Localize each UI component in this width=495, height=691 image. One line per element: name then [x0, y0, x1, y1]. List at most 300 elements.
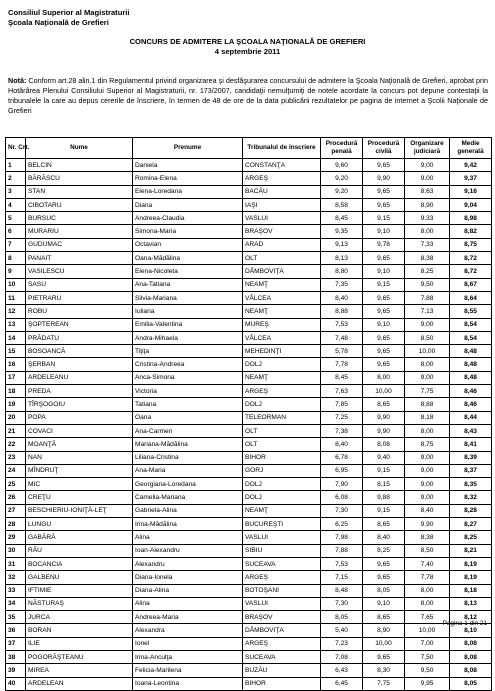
score-organizare: 9,00 [405, 371, 450, 384]
average-score: 8,35 [450, 478, 492, 491]
score-civil: 9,40 [363, 451, 405, 464]
average-score: 8,55 [450, 305, 492, 318]
tribunal: BIHOR [243, 451, 321, 464]
header-organizare-judiciara: Organizare judiciară [405, 138, 450, 159]
row-number: 29 [6, 531, 26, 544]
tribunal: BACĂU [243, 185, 321, 198]
last-name: NĂSTURAŞ [26, 597, 133, 610]
score-organizare: 7,40 [405, 557, 450, 570]
score-civil: 9,65 [363, 291, 405, 304]
table-row [6, 491, 492, 504]
score-civil: 7,75 [363, 677, 405, 690]
average-score: 8,46 [450, 398, 492, 411]
table-row [6, 252, 492, 265]
score-penal: 7,25 [321, 411, 363, 424]
score-organizare: 8,25 [405, 265, 450, 278]
row-number: 40 [6, 677, 26, 690]
table-row [6, 531, 492, 544]
last-name: COVACI [26, 424, 133, 437]
last-name: JURCA [26, 611, 133, 624]
header-nr: Nr. Crt. [6, 138, 26, 159]
table-row [6, 664, 492, 677]
table-row [6, 331, 492, 344]
row-number: 30 [6, 544, 26, 557]
row-number: 25 [6, 478, 26, 491]
first-name: Silvia-Mariana [133, 291, 243, 304]
average-score: 8,48 [450, 358, 492, 371]
last-name: ILIE [26, 637, 133, 650]
tribunal: VASLUI [243, 597, 321, 610]
tribunal: BUZĂU [243, 664, 321, 677]
average-score: 9,37 [450, 172, 492, 185]
row-number: 20 [6, 411, 26, 424]
last-name: IFTIMIE [26, 584, 133, 597]
last-name: MIC [26, 478, 133, 491]
tribunal: DOLJ [243, 491, 321, 504]
score-organizare: 8,38 [405, 252, 450, 265]
page-number: Pagina 1 din 21 [442, 620, 487, 627]
table-row [6, 611, 492, 624]
table-row [6, 584, 492, 597]
score-penal: 7,78 [321, 358, 363, 371]
first-name: Alina [133, 597, 243, 610]
row-number: 10 [6, 278, 26, 291]
score-civil: 10,00 [363, 385, 405, 398]
score-penal: 7,35 [321, 278, 363, 291]
score-organizare: 8,38 [405, 531, 450, 544]
average-score: 8,39 [450, 451, 492, 464]
score-organizare: 7,33 [405, 238, 450, 251]
row-number: 31 [6, 557, 26, 570]
score-organizare: 8,90 [405, 198, 450, 211]
average-score: 8,18 [450, 584, 492, 597]
first-name: Ioana-Leontina [133, 677, 243, 690]
average-score: 8,08 [450, 637, 492, 650]
average-score: 9,04 [450, 198, 492, 211]
row-number: 3 [6, 185, 26, 198]
tribunal: ARGEŞ [243, 385, 321, 398]
tribunal: IAŞI [243, 198, 321, 211]
score-penal: 9,13 [321, 238, 363, 251]
average-score: 8,41 [450, 438, 492, 451]
table-row [6, 172, 492, 185]
row-number: 24 [6, 464, 26, 477]
table-row [6, 637, 492, 650]
first-name: Ioan-Alexandru [133, 544, 243, 557]
score-penal: 7,98 [321, 531, 363, 544]
score-civil: 9,15 [363, 278, 405, 291]
score-penal: 7,30 [321, 597, 363, 610]
average-score: 8,46 [450, 385, 492, 398]
tribunal: BIHOR [243, 677, 321, 690]
score-civil: 8,15 [363, 478, 405, 491]
average-score: 8,98 [450, 212, 492, 225]
first-name: Simona-Maria [133, 225, 243, 238]
score-organizare: 9,00 [405, 464, 450, 477]
average-score: 8,05 [450, 677, 492, 690]
last-name: ROBU [26, 305, 133, 318]
tribunal: BRAŞOV [243, 225, 321, 238]
first-name: Alexandru [133, 557, 243, 570]
score-organizare: 9,50 [405, 664, 450, 677]
table-row [6, 424, 492, 437]
last-name: TÎRŞOGOIU [26, 398, 133, 411]
average-score: 8,13 [450, 597, 492, 610]
average-score: 8,21 [450, 544, 492, 557]
score-civil: 9,15 [363, 464, 405, 477]
table-row [6, 159, 492, 172]
average-score: 8,43 [450, 424, 492, 437]
tribunal: SIBIU [243, 544, 321, 557]
score-penal: 6,95 [321, 464, 363, 477]
last-name: BESCHIERIU-IONIŢĂ-LEŢ [26, 504, 133, 517]
score-civil: 8,08 [363, 438, 405, 451]
table-row [6, 650, 492, 663]
score-civil: 9,15 [363, 504, 405, 517]
row-number: 26 [6, 491, 26, 504]
table-row [6, 544, 492, 557]
last-name: GALBENU [26, 571, 133, 584]
table-row [6, 464, 492, 477]
first-name: Georgiana-Loredana [133, 478, 243, 491]
score-civil: 9,88 [363, 491, 405, 504]
score-civil: 9,65 [363, 305, 405, 318]
score-penal: 7,48 [321, 331, 363, 344]
score-penal: 6,45 [321, 677, 363, 690]
first-name: Elena-Nicoleta [133, 265, 243, 278]
first-name: Felicia-Marilena [133, 664, 243, 677]
score-civil: 8,65 [363, 398, 405, 411]
table-row [6, 557, 492, 570]
tribunal: SUCEAVA [243, 557, 321, 570]
row-number: 4 [6, 198, 26, 211]
score-civil: 9,78 [363, 238, 405, 251]
last-name: RĂU [26, 544, 133, 557]
tribunal: BRAŞOV [243, 611, 321, 624]
first-name: Tiţiţa [133, 345, 243, 358]
table-row [6, 571, 492, 584]
last-name: BĂRĂSCU [26, 172, 133, 185]
score-civil: 8,00 [363, 371, 405, 384]
score-civil: 9,65 [363, 159, 405, 172]
score-organizare: 9,00 [405, 478, 450, 491]
score-civil: 9,65 [363, 557, 405, 570]
score-organizare: 10,00 [405, 345, 450, 358]
score-penal: 6,25 [321, 518, 363, 531]
note-text: Conform art.28 alin.1 din Regulamentul privind organizarea şi desfăşurarea concursului de admitere la Şcoala Naţională de Grefieri, aprobat prin Hotărârea Plenului Consiliului Superior al Magistraturii, nr. 173/2007, candidaţii nemulţumiţi de notele acordate la concurs pot depune contestaţii la tribunalele la care au depus cererile de înscriere, în termen de 48 de ore de la data publicării rezultatelor pe pagina de internet a Şcolii Naţionale de Grefieri [8, 76, 489, 115]
header-procedura-penala: Procedură penală [321, 138, 363, 159]
table-row [6, 597, 492, 610]
average-score: 8,48 [450, 371, 492, 384]
first-name: Oana [133, 411, 243, 424]
tribunal: DOLJ [243, 358, 321, 371]
score-civil: 9,65 [363, 571, 405, 584]
first-name: Irina-Mădălina [133, 518, 243, 531]
row-number: 33 [6, 584, 26, 597]
institution-name: Consiliul Superior al Magistraturii [8, 8, 130, 17]
average-score: 8,08 [450, 650, 492, 663]
last-name: BOSOANCĂ [26, 345, 133, 358]
row-number: 1 [6, 159, 26, 172]
tribunal: MEHEDINŢI [243, 345, 321, 358]
table-row [6, 185, 492, 198]
last-name: BOCANCIA [26, 557, 133, 570]
row-number: 22 [6, 438, 26, 451]
document-title: CONCURS DE ADMITERE LA ŞCOALA NAŢIONALĂ DE GREFIERI [129, 37, 366, 46]
score-civil: 9,90 [363, 172, 405, 185]
score-civil: 8,30 [363, 664, 405, 677]
table-row [6, 278, 492, 291]
score-penal: 7,08 [321, 650, 363, 663]
tribunal: NEAMŢ [243, 371, 321, 384]
row-number: 19 [6, 398, 26, 411]
tribunal: SUCEAVA [243, 650, 321, 663]
results-table [5, 137, 492, 691]
average-score: 9,16 [450, 185, 492, 198]
tribunal: NEAMŢ [243, 305, 321, 318]
note-paragraph [8, 76, 488, 116]
score-organizare: 9,00 [405, 491, 450, 504]
score-organizare: 9,33 [405, 212, 450, 225]
last-name: BURSUC [26, 212, 133, 225]
last-name: MURARIU [26, 225, 133, 238]
score-penal: 9,20 [321, 172, 363, 185]
row-number: 7 [6, 238, 26, 251]
row-number: 11 [6, 291, 26, 304]
tribunal: VÂLCEA [243, 331, 321, 344]
row-number: 16 [6, 358, 26, 371]
average-score: 8,48 [450, 345, 492, 358]
tribunal: DÂMBOVIŢA [243, 624, 321, 637]
average-score: 8,54 [450, 331, 492, 344]
first-name: Ionel [133, 637, 243, 650]
first-name: Iuliana [133, 305, 243, 318]
score-penal: 8,48 [321, 584, 363, 597]
tribunal: NEAMŢ [243, 504, 321, 517]
score-penal: 7,53 [321, 557, 363, 570]
score-penal: 5,40 [321, 624, 363, 637]
score-organizare: 8,18 [405, 411, 450, 424]
score-organizare: 8,00 [405, 597, 450, 610]
score-penal: 9,60 [321, 159, 363, 172]
score-penal: 8,13 [321, 252, 363, 265]
score-organizare: 9,00 [405, 159, 450, 172]
table-row [6, 411, 492, 424]
average-score: 9,42 [450, 159, 492, 172]
first-name: Ana-Tatiana [133, 278, 243, 291]
tribunal: DOLJ [243, 398, 321, 411]
score-penal: 7,15 [321, 571, 363, 584]
score-organizare: 7,65 [405, 611, 450, 624]
average-score: 8,67 [450, 278, 492, 291]
note-label: Notă: [8, 76, 27, 85]
row-number: 39 [6, 664, 26, 677]
row-number: 23 [6, 451, 26, 464]
score-organizare: 9,00 [405, 172, 450, 185]
score-civil: 8,40 [363, 531, 405, 544]
row-number: 32 [6, 571, 26, 584]
score-organizare: 8,50 [405, 331, 450, 344]
tribunal: BUCUREŞTI [243, 518, 321, 531]
first-name: Andreea-Claudia [133, 212, 243, 225]
score-civil: 9,10 [363, 225, 405, 238]
score-civil: 9,10 [363, 318, 405, 331]
school-name: Şcoala Naţională de Grefieri [8, 18, 109, 27]
last-name: POGORĂŞTEANU [26, 650, 133, 663]
first-name: Liliana-Cristina [133, 451, 243, 464]
row-number: 2 [6, 172, 26, 185]
score-civil: 9,15 [363, 212, 405, 225]
row-number: 9 [6, 265, 26, 278]
first-name: Andreea-Maria [133, 611, 243, 624]
tribunal: NEAMŢ [243, 278, 321, 291]
tribunal: DÂMBOVIŢA [243, 265, 321, 278]
score-organizare: 8,40 [405, 504, 450, 517]
tribunal: CONSTANŢA [243, 159, 321, 172]
row-number: 18 [6, 385, 26, 398]
first-name: Emilia-Valentina [133, 318, 243, 331]
row-number: 17 [6, 371, 26, 384]
last-name: MOANŢĂ [26, 438, 133, 451]
score-penal: 7,88 [321, 544, 363, 557]
table-row [6, 225, 492, 238]
last-name: ŞOPTEREAN [26, 318, 133, 331]
average-score: 8,64 [450, 291, 492, 304]
last-name: PANAIT [26, 252, 133, 265]
average-score: 8,54 [450, 318, 492, 331]
average-score: 8,82 [450, 225, 492, 238]
table-row [6, 238, 492, 251]
score-organizare: 8,00 [405, 358, 450, 371]
table-row [6, 318, 492, 331]
first-name: Alexandra [133, 624, 243, 637]
tribunal: DOLJ [243, 478, 321, 491]
score-penal: 6,78 [321, 451, 363, 464]
first-name: Ana-Maria [133, 464, 243, 477]
score-penal: 7,38 [321, 424, 363, 437]
average-score: 8,72 [450, 252, 492, 265]
last-name: STAN [26, 185, 133, 198]
row-number: 34 [6, 597, 26, 610]
score-civil: 9,65 [363, 345, 405, 358]
score-civil: 9,65 [363, 185, 405, 198]
tribunal: ARGEŞ [243, 172, 321, 185]
tribunal: OLT [243, 424, 321, 437]
table-row [6, 358, 492, 371]
score-civil: 9,65 [363, 252, 405, 265]
first-name: Victoria [133, 385, 243, 398]
table-row [6, 624, 492, 637]
header-prenume: Prenume [133, 138, 243, 159]
last-name: CREŢU [26, 491, 133, 504]
table-row [6, 451, 492, 464]
header-nume: Nume [26, 138, 133, 159]
score-organizare: 8,00 [405, 225, 450, 238]
score-organizare: 10,00 [405, 624, 450, 637]
score-civil: 9,90 [363, 424, 405, 437]
score-penal: 8,45 [321, 371, 363, 384]
document-date: 4 septembrie 2011 [214, 47, 281, 56]
last-name: BELCIN [26, 159, 133, 172]
score-civil: 10,00 [363, 637, 405, 650]
average-score: 8,12 [450, 611, 492, 624]
first-name: Camelia-Mariana [133, 491, 243, 504]
last-name: LUNGU [26, 518, 133, 531]
first-name: Romina-Elena [133, 172, 243, 185]
score-organizare: 8,50 [405, 544, 450, 557]
score-organizare: 8,75 [405, 438, 450, 451]
last-name: GABĂRĂ [26, 531, 133, 544]
table-row [6, 345, 492, 358]
average-score: 8,72 [450, 265, 492, 278]
header-procedura-civila: Procedură civilă [363, 138, 405, 159]
first-name: Ana-Carmen [133, 424, 243, 437]
first-name: Alina [133, 531, 243, 544]
score-penal: 8,40 [321, 438, 363, 451]
first-name: Diana-Ionela [133, 571, 243, 584]
table-row [6, 478, 492, 491]
first-name: Daniela [133, 159, 243, 172]
table-row [6, 265, 492, 278]
tribunal: TELEORMAN [243, 411, 321, 424]
average-score: 8,27 [450, 518, 492, 531]
score-penal: 8,58 [321, 198, 363, 211]
average-score: 8,25 [450, 531, 492, 544]
average-score: 8,19 [450, 571, 492, 584]
average-score: 8,19 [450, 557, 492, 570]
last-name: VASILESCU [26, 265, 133, 278]
first-name: Cristina-Andreea [133, 358, 243, 371]
score-organizare: 8,00 [405, 424, 450, 437]
last-name: NAN [26, 451, 133, 464]
header-medie-generala: Medie generală [450, 138, 492, 159]
tribunal: GORJ [243, 464, 321, 477]
table-row [6, 371, 492, 384]
table-row [6, 677, 492, 690]
score-penal: 5,78 [321, 345, 363, 358]
score-penal: 8,40 [321, 291, 363, 304]
last-name: PIETRARU [26, 291, 133, 304]
table-row [6, 212, 492, 225]
row-number: 14 [6, 331, 26, 344]
score-organizare: 8,63 [405, 185, 450, 198]
tribunal: ARGEŞ [243, 571, 321, 584]
last-name: ARDELEANU [26, 371, 133, 384]
score-penal: 7,53 [321, 318, 363, 331]
score-organizare: 9,90 [405, 518, 450, 531]
last-name: CIBOTARU [26, 198, 133, 211]
score-organizare: 8,00 [405, 584, 450, 597]
last-name: MÎNDRUŢ [26, 464, 133, 477]
score-penal: 7,90 [321, 478, 363, 491]
table-header-row [6, 138, 492, 159]
score-penal: 8,05 [321, 611, 363, 624]
score-civil: 9,65 [363, 650, 405, 663]
first-name: Mariana-Mădălina [133, 438, 243, 451]
first-name: Elena-Loredana [133, 185, 243, 198]
average-score: 8,75 [450, 238, 492, 251]
tribunal: MUREŞ [243, 318, 321, 331]
score-civil: 8,05 [363, 584, 405, 597]
first-name: Octavian [133, 238, 243, 251]
score-organizare: 9,50 [405, 278, 450, 291]
last-name: MIREA [26, 664, 133, 677]
table-row [6, 198, 492, 211]
table-row [6, 305, 492, 318]
table-row [6, 398, 492, 411]
score-penal: 9,20 [321, 185, 363, 198]
row-number: 6 [6, 225, 26, 238]
